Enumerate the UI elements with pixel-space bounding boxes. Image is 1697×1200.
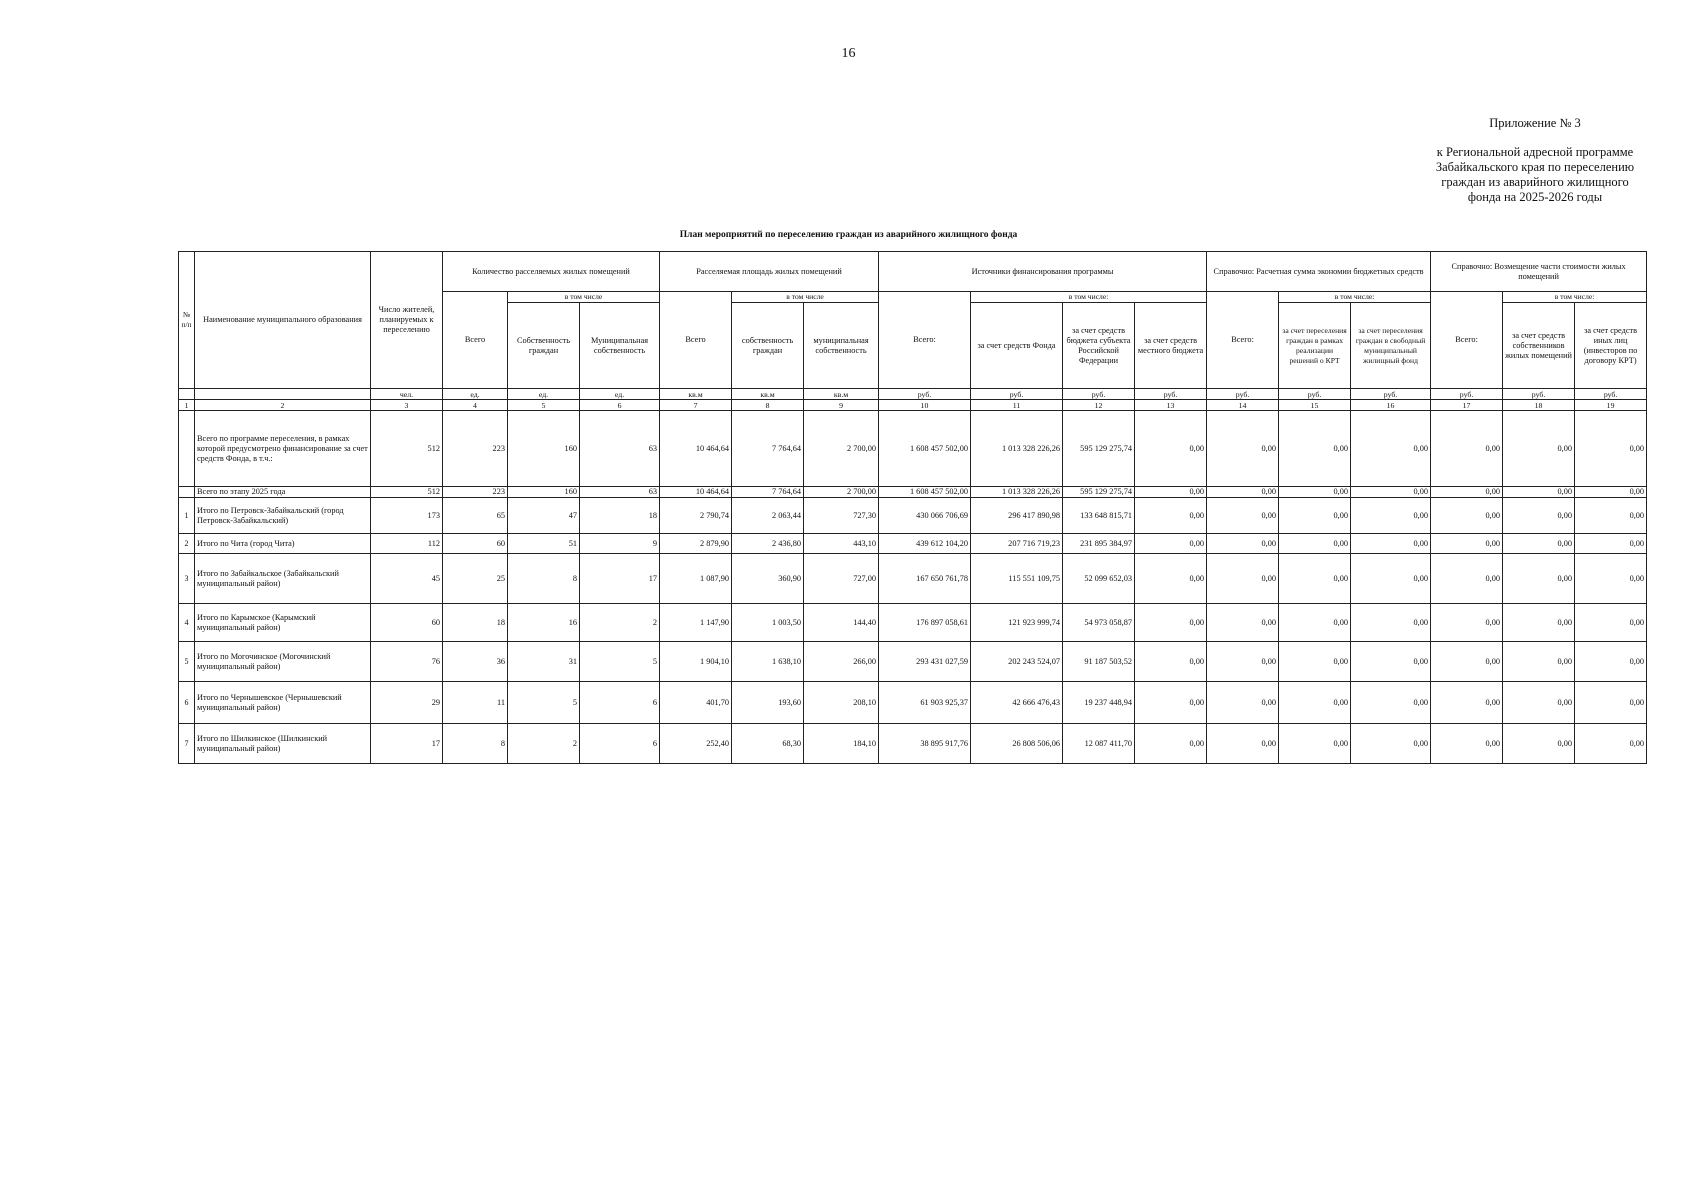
header-incl-econ: в том числе:	[1279, 292, 1431, 303]
unit-cell: руб.	[1135, 389, 1207, 400]
value-cell: 595 129 275,74	[1063, 411, 1135, 487]
column-number-cell: 13	[1135, 400, 1207, 411]
column-number-cell: 14	[1207, 400, 1279, 411]
value-cell: 0,00	[1431, 554, 1503, 604]
value-cell: 1 013 328 226,26	[971, 411, 1063, 487]
header-c6: Муниципальная собственность	[580, 303, 660, 389]
value-cell: 12 087 411,70	[1063, 724, 1135, 764]
header-c8: собственность граждан	[732, 303, 804, 389]
header-c5: Собственность граждан	[508, 303, 580, 389]
header-c4: Всего	[443, 292, 508, 389]
table-row	[179, 534, 1647, 554]
header-group-financing: Источники финансирования программы	[879, 252, 1207, 292]
table-row	[179, 604, 1647, 642]
value-cell: 2 700,00	[804, 411, 879, 487]
unit-cell: кв.м	[660, 389, 732, 400]
row-number: 7	[179, 724, 195, 764]
value-cell: 184,10	[804, 724, 879, 764]
column-number-cell: 12	[1063, 400, 1135, 411]
row-number: 4	[179, 604, 195, 642]
row-number: 6	[179, 682, 195, 724]
value-cell: 18	[580, 498, 660, 534]
municipality-name: Итого по Карымское (Карымский муниципальный район)	[195, 604, 371, 642]
value-cell: 266,00	[804, 642, 879, 682]
value-cell: 42 666 476,43	[971, 682, 1063, 724]
table-title: План мероприятий по переселению граждан из аварийного жилищного фонда	[679, 230, 1018, 240]
value-cell: 0,00	[1431, 534, 1503, 554]
header-incl-comp: в том числе:	[1503, 292, 1647, 303]
value-cell: 0,00	[1279, 498, 1351, 534]
value-cell: 76	[371, 642, 443, 682]
municipality-name: Всего по программе переселения, в рамках которой предусмотрено финансирование за счет средств Фонда, в т.ч.:	[195, 411, 371, 487]
header-incl-count: в том числе	[508, 292, 660, 303]
value-cell: 0,00	[1575, 642, 1647, 682]
value-cell: 202 243 524,07	[971, 642, 1063, 682]
unit-cell	[195, 389, 371, 400]
value-cell: 54 973 058,87	[1063, 604, 1135, 642]
column-number-cell: 3	[371, 400, 443, 411]
value-cell: 0,00	[1207, 724, 1279, 764]
value-cell: 0,00	[1575, 498, 1647, 534]
value-cell: 0,00	[1207, 411, 1279, 487]
row-number: 2	[179, 534, 195, 554]
value-cell: 360,90	[732, 554, 804, 604]
value-cell: 0,00	[1431, 642, 1503, 682]
table-body	[179, 411, 1647, 764]
value-cell: 6	[580, 682, 660, 724]
page-number: 16	[841, 46, 856, 61]
value-cell: 6	[580, 724, 660, 764]
value-cell: 7 764,64	[732, 487, 804, 498]
appendix-title: Приложение № 3	[1489, 116, 1581, 130]
value-cell: 0,00	[1135, 487, 1207, 498]
unit-cell: руб.	[971, 389, 1063, 400]
unit-cell: руб.	[1279, 389, 1351, 400]
municipality-name: Итого по Могочинское (Могочинский муниципальный район)	[195, 642, 371, 682]
value-cell: 38 895 917,76	[879, 724, 971, 764]
value-cell: 252,40	[660, 724, 732, 764]
unit-cell: руб.	[879, 389, 971, 400]
value-cell: 0,00	[1135, 724, 1207, 764]
value-cell: 0,00	[1503, 682, 1575, 724]
value-cell: 2	[580, 604, 660, 642]
value-cell: 0,00	[1135, 604, 1207, 642]
row-number	[179, 411, 195, 487]
value-cell: 121 923 999,74	[971, 604, 1063, 642]
appendix-block	[1380, 116, 1690, 205]
value-cell: 0,00	[1351, 604, 1431, 642]
row-number: 3	[179, 554, 195, 604]
table-row	[179, 498, 1647, 534]
value-cell: 68,30	[732, 724, 804, 764]
value-cell: 595 129 275,74	[1063, 487, 1135, 498]
value-cell: 0,00	[1279, 642, 1351, 682]
value-cell: 144,40	[804, 604, 879, 642]
value-cell: 1 147,90	[660, 604, 732, 642]
resettlement-plan-table	[178, 251, 1647, 764]
value-cell: 0,00	[1431, 682, 1503, 724]
municipality-name: Итого по Шилкинское (Шилкинский муниципальный район)	[195, 724, 371, 764]
header-c12: за счет средств бюджета субъекта Российской Федерации	[1063, 303, 1135, 389]
value-cell: 0,00	[1351, 498, 1431, 534]
row-number: 5	[179, 642, 195, 682]
column-number-cell: 9	[804, 400, 879, 411]
value-cell: 60	[443, 534, 508, 554]
header-incl-area: в том числе	[732, 292, 879, 303]
column-number-cell: 17	[1431, 400, 1503, 411]
header-group-area: Расселяемая площадь жилых помещений	[660, 252, 879, 292]
value-cell: 401,70	[660, 682, 732, 724]
value-cell: 10 464,64	[660, 487, 732, 498]
value-cell: 52 099 652,03	[1063, 554, 1135, 604]
value-cell: 173	[371, 498, 443, 534]
value-cell: 8	[443, 724, 508, 764]
value-cell: 0,00	[1351, 642, 1431, 682]
value-cell: 0,00	[1351, 411, 1431, 487]
value-cell: 91 187 503,52	[1063, 642, 1135, 682]
value-cell: 0,00	[1503, 534, 1575, 554]
value-cell: 60	[371, 604, 443, 642]
municipality-name: Итого по Забайкальское (Забайкальский муниципальный район)	[195, 554, 371, 604]
value-cell: 11	[443, 682, 508, 724]
column-numbers-row	[179, 400, 1647, 411]
value-cell: 2 790,74	[660, 498, 732, 534]
value-cell: 0,00	[1279, 724, 1351, 764]
value-cell: 0,00	[1575, 604, 1647, 642]
value-cell: 443,10	[804, 534, 879, 554]
value-cell: 1 087,90	[660, 554, 732, 604]
value-cell: 0,00	[1279, 534, 1351, 554]
value-cell: 223	[443, 411, 508, 487]
value-cell: 0,00	[1503, 642, 1575, 682]
value-cell: 0,00	[1351, 682, 1431, 724]
value-cell: 65	[443, 498, 508, 534]
unit-cell: кв.м	[804, 389, 879, 400]
column-number-cell: 11	[971, 400, 1063, 411]
appendix-line: фонда на 2025-2026 годы	[1467, 190, 1603, 204]
value-cell: 0,00	[1351, 724, 1431, 764]
value-cell: 26 808 506,06	[971, 724, 1063, 764]
value-cell: 36	[443, 642, 508, 682]
value-cell: 2	[508, 724, 580, 764]
column-number-cell: 7	[660, 400, 732, 411]
column-number-cell: 4	[443, 400, 508, 411]
value-cell: 512	[371, 487, 443, 498]
header-c14: Всего:	[1207, 292, 1279, 389]
unit-cell: ед.	[580, 389, 660, 400]
header-group-count: Количество расселяемых жилых помещений	[443, 252, 660, 292]
value-cell: 0,00	[1279, 554, 1351, 604]
value-cell: 63	[580, 487, 660, 498]
column-number-cell: 16	[1351, 400, 1431, 411]
header-c17: Всего:	[1431, 292, 1503, 389]
value-cell: 0,00	[1279, 604, 1351, 642]
column-number-cell: 8	[732, 400, 804, 411]
value-cell: 0,00	[1279, 487, 1351, 498]
value-cell: 0,00	[1207, 642, 1279, 682]
appendix-line: граждан из аварийного жилищного	[1441, 175, 1629, 189]
value-cell: 0,00	[1351, 554, 1431, 604]
value-cell: 512	[371, 411, 443, 487]
header-c9: муниципальная собственность	[804, 303, 879, 389]
header-residents: Число жителей, планируемых к переселению	[371, 252, 443, 389]
column-number-cell: 10	[879, 400, 971, 411]
value-cell: 160	[508, 411, 580, 487]
value-cell: 0,00	[1575, 487, 1647, 498]
value-cell: 207 716 719,23	[971, 534, 1063, 554]
table-row	[179, 724, 1647, 764]
header-c18: за счет средств собственников жилых помещений	[1503, 303, 1575, 389]
value-cell: 439 612 104,20	[879, 534, 971, 554]
value-cell: 0,00	[1575, 534, 1647, 554]
value-cell: 0,00	[1207, 487, 1279, 498]
value-cell: 47	[508, 498, 580, 534]
header-c19: за счет средств иных лиц (инвесторов по договору КРТ)	[1575, 303, 1647, 389]
value-cell: 0,00	[1575, 682, 1647, 724]
table-row	[179, 411, 1647, 487]
value-cell: 0,00	[1431, 487, 1503, 498]
value-cell: 63	[580, 411, 660, 487]
column-number-cell: 15	[1279, 400, 1351, 411]
value-cell: 0,00	[1431, 411, 1503, 487]
table-row	[179, 554, 1647, 604]
value-cell: 0,00	[1135, 411, 1207, 487]
units-row	[179, 389, 1647, 400]
value-cell: 8	[508, 554, 580, 604]
value-cell: 223	[443, 487, 508, 498]
unit-cell: руб.	[1575, 389, 1647, 400]
value-cell: 430 066 706,69	[879, 498, 971, 534]
value-cell: 0,00	[1207, 554, 1279, 604]
header-c16: за счет переселения граждан в свободный муниципальный жилищный фонд	[1351, 303, 1431, 389]
value-cell: 0,00	[1575, 411, 1647, 487]
header-group-compensation: Справочно: Возмещение части стоимости жилых помещений	[1431, 252, 1647, 292]
unit-cell: руб.	[1431, 389, 1503, 400]
value-cell: 296 417 890,98	[971, 498, 1063, 534]
value-cell: 115 551 109,75	[971, 554, 1063, 604]
value-cell: 31	[508, 642, 580, 682]
value-cell: 1 003,50	[732, 604, 804, 642]
header-c15: за счет переселения граждан в рамках реализации решений о КРТ	[1279, 303, 1351, 389]
value-cell: 0,00	[1575, 724, 1647, 764]
value-cell: 0,00	[1207, 534, 1279, 554]
value-cell: 0,00	[1351, 487, 1431, 498]
value-cell: 5	[508, 682, 580, 724]
value-cell: 0,00	[1207, 682, 1279, 724]
value-cell: 0,00	[1279, 682, 1351, 724]
column-number-cell: 1	[179, 400, 195, 411]
value-cell: 17	[371, 724, 443, 764]
value-cell: 17	[580, 554, 660, 604]
value-cell: 0,00	[1503, 487, 1575, 498]
value-cell: 2 879,90	[660, 534, 732, 554]
table-row	[179, 487, 1647, 498]
value-cell: 5	[580, 642, 660, 682]
value-cell: 0,00	[1135, 554, 1207, 604]
header-c7: Всего	[660, 292, 732, 389]
appendix-line: к Региональной адресной программе	[1436, 145, 1634, 159]
column-number-cell: 2	[195, 400, 371, 411]
value-cell: 231 895 384,97	[1063, 534, 1135, 554]
header-c13: за счет средств местного бюджета	[1135, 303, 1207, 389]
value-cell: 2 063,44	[732, 498, 804, 534]
value-cell: 1 608 457 502,00	[879, 411, 971, 487]
value-cell: 160	[508, 487, 580, 498]
value-cell: 9	[580, 534, 660, 554]
value-cell: 0,00	[1503, 604, 1575, 642]
value-cell: 19 237 448,94	[1063, 682, 1135, 724]
header-num: № п/п	[179, 252, 195, 389]
header-c10: Всего:	[879, 292, 971, 389]
value-cell: 0,00	[1351, 534, 1431, 554]
table-row	[179, 682, 1647, 724]
unit-cell: чел.	[371, 389, 443, 400]
appendix-reference	[1380, 145, 1690, 205]
value-cell: 0,00	[1207, 604, 1279, 642]
value-cell: 0,00	[1135, 534, 1207, 554]
unit-cell	[179, 389, 195, 400]
value-cell: 16	[508, 604, 580, 642]
value-cell: 29	[371, 682, 443, 724]
row-number: 1	[179, 498, 195, 534]
unit-cell: руб.	[1503, 389, 1575, 400]
value-cell: 61 903 925,37	[879, 682, 971, 724]
table-row	[179, 642, 1647, 682]
column-number-cell: 6	[580, 400, 660, 411]
value-cell: 0,00	[1431, 724, 1503, 764]
value-cell: 0,00	[1503, 724, 1575, 764]
header-name: Наименование муниципального образования	[195, 252, 371, 389]
value-cell: 193,60	[732, 682, 804, 724]
value-cell: 0,00	[1575, 554, 1647, 604]
unit-cell: кв.м	[732, 389, 804, 400]
value-cell: 176 897 058,61	[879, 604, 971, 642]
value-cell: 2 436,80	[732, 534, 804, 554]
value-cell: 0,00	[1503, 498, 1575, 534]
unit-cell: руб.	[1351, 389, 1431, 400]
value-cell: 1 904,10	[660, 642, 732, 682]
header-incl-fin: в том числе:	[971, 292, 1207, 303]
value-cell: 0,00	[1207, 498, 1279, 534]
column-number-cell: 5	[508, 400, 580, 411]
unit-cell: ед.	[443, 389, 508, 400]
value-cell: 0,00	[1135, 682, 1207, 724]
value-cell: 18	[443, 604, 508, 642]
value-cell: 0,00	[1503, 411, 1575, 487]
value-cell: 10 464,64	[660, 411, 732, 487]
value-cell: 0,00	[1135, 642, 1207, 682]
column-number-cell: 18	[1503, 400, 1575, 411]
value-cell: 1 608 457 502,00	[879, 487, 971, 498]
municipality-name: Итого по Чита (город Чита)	[195, 534, 371, 554]
municipality-name: Итого по Петровск-Забайкальский (город Петровск-Забайкальский)	[195, 498, 371, 534]
value-cell: 0,00	[1135, 498, 1207, 534]
value-cell: 167 650 761,78	[879, 554, 971, 604]
value-cell: 293 431 027,59	[879, 642, 971, 682]
unit-cell: руб.	[1063, 389, 1135, 400]
value-cell: 1 013 328 226,26	[971, 487, 1063, 498]
value-cell: 727,00	[804, 554, 879, 604]
value-cell: 1 638,10	[732, 642, 804, 682]
value-cell: 0,00	[1431, 604, 1503, 642]
value-cell: 0,00	[1431, 498, 1503, 534]
header-c11: за счет средств Фонда	[971, 303, 1063, 389]
value-cell: 208,10	[804, 682, 879, 724]
value-cell: 2 700,00	[804, 487, 879, 498]
value-cell: 7 764,64	[732, 411, 804, 487]
unit-cell: руб.	[1207, 389, 1279, 400]
value-cell: 51	[508, 534, 580, 554]
value-cell: 45	[371, 554, 443, 604]
value-cell: 112	[371, 534, 443, 554]
unit-cell: ед.	[508, 389, 580, 400]
value-cell: 727,30	[804, 498, 879, 534]
value-cell: 0,00	[1279, 411, 1351, 487]
municipality-name: Итого по Чернышевское (Чернышевский муниципальный район)	[195, 682, 371, 724]
municipality-name: Всего по этапу 2025 года	[195, 487, 371, 498]
header-group-economy: Справочно: Расчетная сумма экономии бюджетных средств	[1207, 252, 1431, 292]
value-cell: 25	[443, 554, 508, 604]
appendix-line: Забайкальского края по переселению	[1435, 160, 1635, 174]
column-number-cell: 19	[1575, 400, 1647, 411]
row-number	[179, 487, 195, 498]
value-cell: 0,00	[1503, 554, 1575, 604]
value-cell: 133 648 815,71	[1063, 498, 1135, 534]
